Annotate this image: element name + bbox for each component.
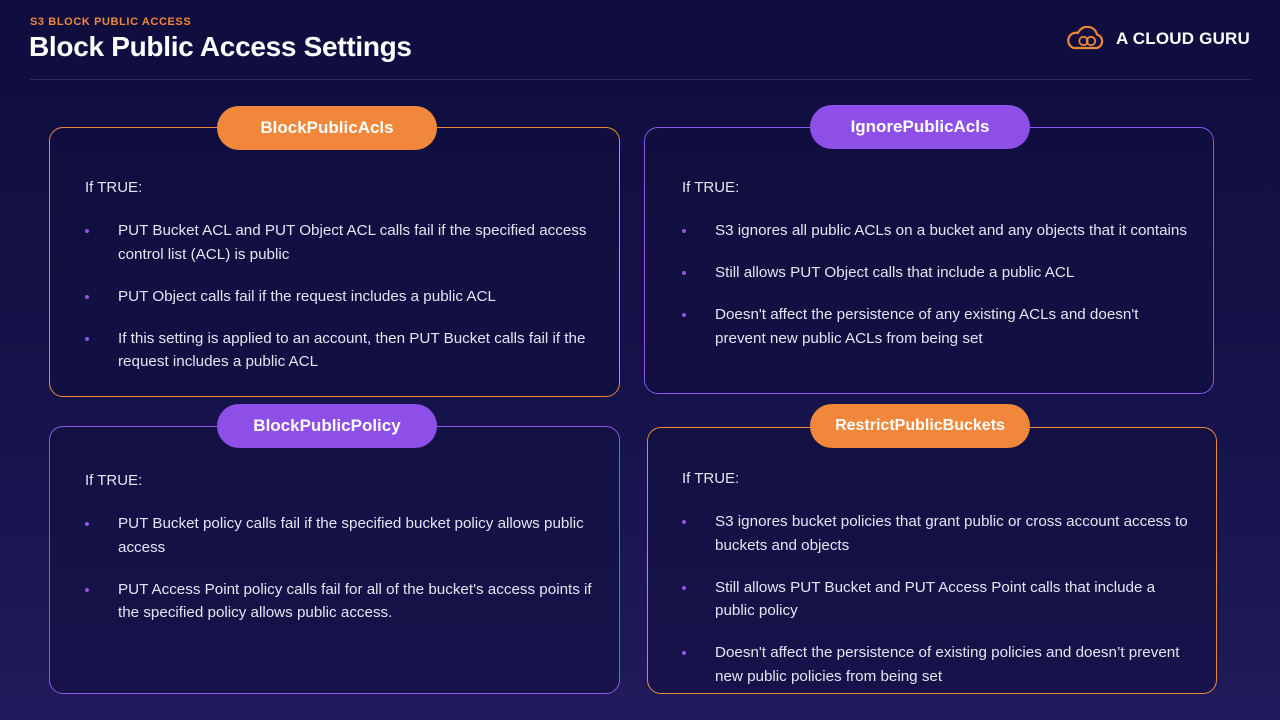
bullet-text: S3 ignores all public ACLs on a bucket and any objects that it contains xyxy=(715,222,1187,239)
list-item xyxy=(85,219,595,266)
bullet-text: S3 ignores bucket policies that grant public or cross account access to buckets and objects xyxy=(715,513,1188,554)
bullet-list xyxy=(85,512,595,643)
list-item xyxy=(85,327,595,374)
bullet-text: Doesn't affect the persistence of any existing ACLs and doesn't prevent new public ACLs from being set xyxy=(715,306,1139,347)
header-divider xyxy=(30,79,1252,80)
bullet-icon xyxy=(85,229,89,233)
bullet-icon xyxy=(85,588,89,592)
if-true-label: If TRUE: xyxy=(682,470,740,487)
list-item xyxy=(85,578,595,625)
cloud-icon xyxy=(1064,26,1106,52)
list-item xyxy=(682,576,1192,623)
list-item xyxy=(682,261,1192,285)
list-item xyxy=(85,512,595,559)
bullet-list xyxy=(682,219,1192,369)
bullet-list xyxy=(85,219,595,392)
list-item xyxy=(682,510,1192,557)
list-item xyxy=(682,219,1192,243)
if-true-label: If TRUE: xyxy=(85,179,143,196)
bullet-icon xyxy=(682,651,686,655)
bullet-icon xyxy=(682,229,686,233)
bullet-icon xyxy=(682,586,686,590)
bullet-icon xyxy=(85,522,89,526)
bullet-text: If this setting is applied to an account, then PUT Bucket calls fail if the request includes a public ACL xyxy=(118,329,586,370)
list-item xyxy=(682,303,1192,350)
bullet-text: PUT Access Point policy calls fail for all of the bucket's access points if the specified policy allows public access. xyxy=(118,580,592,621)
section-eyebrow: S3 BLOCK PUBLIC ACCESS xyxy=(30,16,192,28)
brand-name: A CLOUD GURU xyxy=(1116,29,1250,48)
bullet-text: PUT Object calls fail if the request includes a public ACL xyxy=(118,287,496,305)
bullet-text: PUT Bucket ACL and PUT Object ACL calls fail if the specified access control list (ACL) is public xyxy=(118,222,587,263)
bullet-text: Doesn't affect the persistence of existing policies and doesn’t prevent new public policies from being set xyxy=(715,644,1180,685)
pill-block-public-acls: BlockPublicAcls xyxy=(217,106,437,150)
bullet-icon xyxy=(682,520,686,524)
pill-ignore-public-acls: IgnorePublicAcls xyxy=(810,105,1030,149)
pill-block-public-policy: BlockPublicPolicy xyxy=(217,404,437,448)
list-item xyxy=(85,285,595,309)
if-true-label: If TRUE: xyxy=(85,472,143,489)
page-title: Block Public Access Settings xyxy=(29,31,412,62)
bullet-icon xyxy=(682,271,686,275)
bullet-text: Still allows PUT Object calls that include a public ACL xyxy=(715,264,1075,281)
list-item xyxy=(682,641,1192,688)
bullet-text: Still allows PUT Bucket and PUT Access Point calls that include a public policy xyxy=(715,578,1156,619)
if-true-label: If TRUE: xyxy=(682,179,740,196)
bullet-icon xyxy=(682,313,686,317)
pill-restrict-public-buckets: RestrictPublicBuckets xyxy=(810,404,1030,448)
bullet-text: PUT Bucket policy calls fail if the specified bucket policy allows public access xyxy=(118,515,584,556)
bullet-list xyxy=(682,510,1192,707)
bullet-icon xyxy=(85,337,89,341)
brand-logo xyxy=(1064,26,1250,52)
bullet-icon xyxy=(85,295,89,299)
